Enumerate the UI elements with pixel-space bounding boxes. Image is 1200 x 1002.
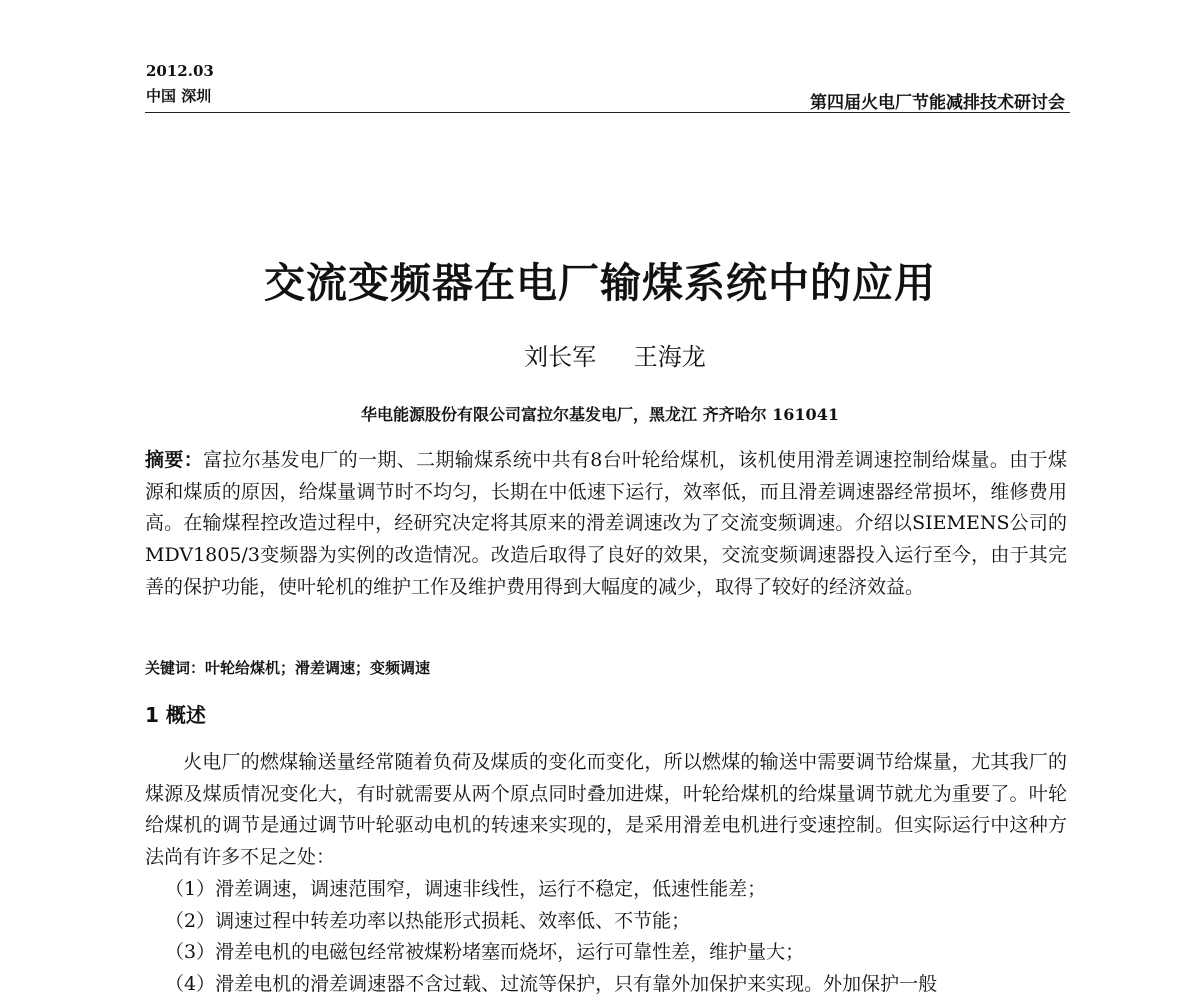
header-conference: 第四届火电厂节能减排技术研讨会 — [810, 93, 1065, 113]
intro-paragraph: 火电厂的燃煤输送量经常随着负荷及煤质的变化而变化，所以燃煤的输送中需要调节给煤量，尤其我厂的煤源及煤质情况变化大，有时就需要从两个原点同时叠加进煤，叶轮给煤机的给煤量调节就尤为重要了。叶轮给煤机的调节是通过调节叶轮驱动电机的转速来实现的，是采用滑差电机进行变速控制。但实际运行中这种方法尚有许多不足之处： — [145, 751, 1067, 869]
header-rule — [145, 112, 1070, 113]
list-item: （3）滑差电机的电磁包经常被煤粉堵塞而烧坏，运行可靠性差，维护量大； — [165, 941, 805, 964]
abstract-label: 摘要： — [145, 449, 204, 471]
keywords-text: 叶轮给煤机；滑差调速；变频调速 — [205, 659, 431, 677]
section-body — [145, 747, 1067, 1001]
list-item: （4）滑差电机的滑差调速器不含过载、过流等保护，只有靠外加保护来实现。外加保护一般 — [165, 972, 938, 995]
list-item: （1）滑差调速，调速范围窄，调速非线性，运行不稳定，低速性能差； — [165, 877, 767, 900]
affiliation: 华电能源股份有限公司富拉尔基发电厂，黑龙江 齐齐哈尔 161041 — [361, 405, 839, 424]
abstract-text: 富拉尔基发电厂的一期、二期输煤系统中共有8台叶轮给煤机，该机使用滑差调速控制给煤量。由于煤源和煤质的原因，给煤量调节时不均匀，长期在中低速下运行，效率低，而且滑差调速器经常损坏，维修费用高。在输煤程控改造过程中，经研究决定将其原来的滑差调速改为了交流变频调速。介绍以SIEMENS公司的MDV1805/3变频器为实例的改造情况。改造后取得了良好的效果，交流变频调速器投入运行至今，由于其完善的保护功能，使叶轮机的维护工作及维护费用得到大幅度的减少，取得了较好的经济效益。 — [145, 449, 1067, 598]
list-item: （2）调速过程中转差功率以热能形式损耗、效率低、不节能； — [165, 909, 691, 932]
header-location: 中国 深圳 — [146, 87, 212, 105]
header-date: 2012.03 — [146, 62, 214, 80]
keywords — [145, 657, 430, 678]
section-heading: 1 概述 — [145, 703, 206, 727]
paper-title: 交流变频器在电厂输煤系统中的应用 — [264, 259, 936, 307]
authors: 刘长军 王海龙 — [524, 343, 706, 371]
abstract — [145, 445, 1067, 604]
keywords-label: 关键词： — [145, 659, 206, 677]
